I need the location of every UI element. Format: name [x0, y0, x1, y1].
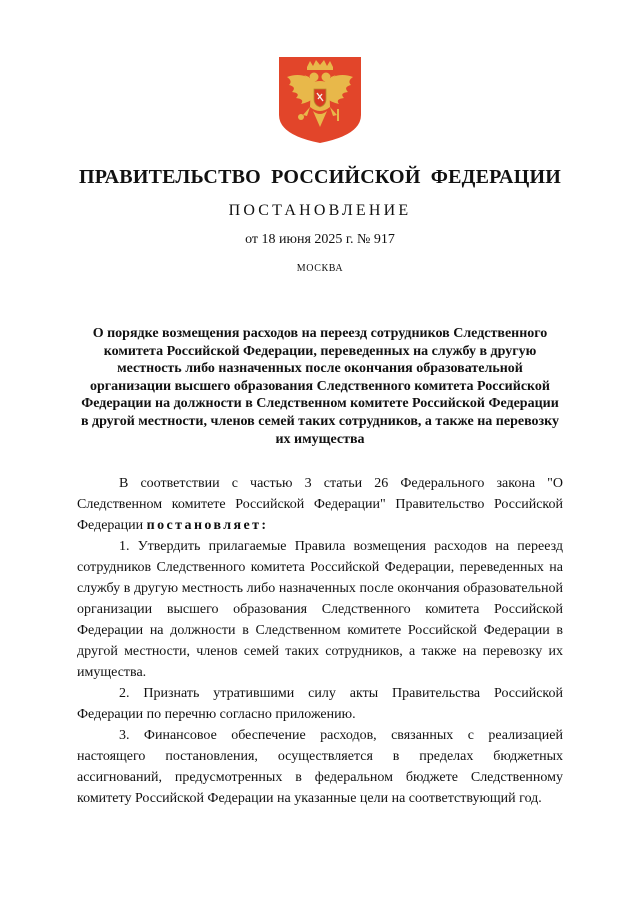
document-body — [77, 473, 563, 809]
preamble-text: В соответствии с частью 3 статьи 26 Федерального закона "О Следственном комитете Российской Федерации" Правительство Российской Федерации — [77, 476, 563, 533]
document-title: О порядке возмещения расходов на переезд сотрудников Следственного комитета Российской Федерации, переведенных на службу в другую местность либо назначенных после окончания образовательной организации высшего образования Следственного комитета Российской Федерации на должности в Следственном комитете Российской Федерации в другой местности, членов семей таких сотрудников, а также на перевозку их имущества — [80, 326, 560, 447]
document-date-number: от 18 июня 2025 г. № 917 — [245, 232, 395, 247]
government-name: ПРАВИТЕЛЬСТВО РОССИЙСКОЙ ФЕДЕРАЦИИ — [79, 166, 561, 188]
preamble-paragraph — [77, 473, 563, 536]
russian-coat-of-arms-icon — [277, 55, 363, 145]
clause-1: 1. Утвердить прилагаемые Правила возмещения расходов на переезд сотрудников Следственного комитета Российской Федерации, переведенных на службу в другую местность либо назначенных после окончания образовательной организации высшего образования Следственного комитета Российской Федерации на должности в Следственном комитете Российской Федерации в другой местности, членов семей таких сотрудников, а также на перевозку их имущества. — [77, 539, 563, 680]
document-city: МОСКВА — [296, 263, 344, 274]
clause-3: 3. Финансовое обеспечение расходов, связанных с реализацией настоящего постановления, осуществляется в пределах бюджетных ассигнований, предусмотренных в федеральном бюджете Следственному комитету Российской Федерации на указанные цели на соответствующий год. — [77, 728, 563, 806]
document-type: ПОСТАНОВЛЕНИЕ — [228, 202, 412, 219]
decree-word: постановляет: — [146, 518, 269, 533]
clause-2: 2. Признать утратившими силу акты Правительства Российской Федерации по перечню согласно приложению. — [77, 686, 563, 722]
